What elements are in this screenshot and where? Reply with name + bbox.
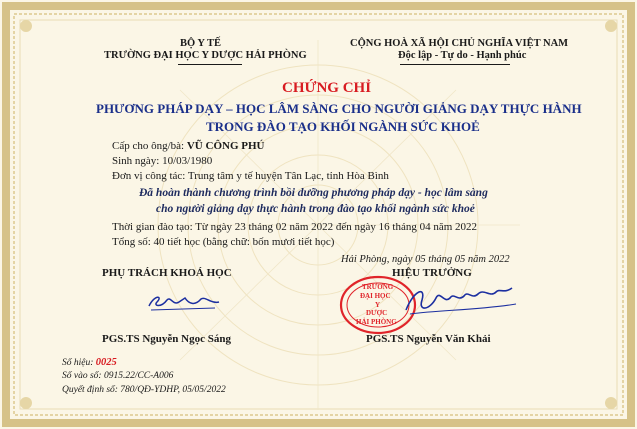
- course-title-line1: PHƯƠNG PHÁP DẠY – HỌC LÂM SÀNG CHO NGƯỜI GIẢNG DẠY THỰC HÀNH: [96, 101, 582, 116]
- course-director-role: PHỤ TRÁCH KHOÁ HỌC: [102, 267, 232, 279]
- serial-label: Số hiệu:: [62, 358, 94, 368]
- seal-text-4: DƯỢC: [366, 309, 388, 317]
- total-hours: Tổng số: 40 tiết học (bằng chữ: bốn mươi tiết học): [112, 236, 335, 248]
- decision-number: Quyết định số: 780/QĐ-YDHP, 05/05/2022: [62, 385, 226, 395]
- certificate-title: CHỨNG CHỈ: [282, 80, 372, 96]
- university-name: TRƯỜNG ĐẠI HỌC Y DƯỢC HẢI PHÒNG: [104, 50, 307, 61]
- seal-text-3: Y: [375, 301, 381, 309]
- seal-text-5: HẢI PHÒNG: [356, 318, 397, 326]
- ministry-name: BỘ Y TẾ: [180, 38, 222, 49]
- serial-number: 0025: [95, 357, 117, 368]
- recipient-name: VŨ CÔNG PHÚ: [186, 140, 265, 152]
- course-director-name: PGS.TS Nguyễn Ngọc Sáng: [102, 333, 231, 345]
- seal-text-1: TRƯỜNG: [362, 283, 394, 291]
- header-right-underline: [400, 64, 510, 65]
- recipient-label: Cấp cho ông/bà:: [112, 140, 185, 152]
- rector-signature: [400, 280, 520, 320]
- completion-line2: cho người giảng dạy thực hành trong đào tạo khối ngành sức khoẻ: [156, 203, 475, 215]
- workplace: Đơn vị công tác: Trung tâm y tế huyện Tân Lạc, tỉnh Hòa Bình: [112, 170, 389, 182]
- issue-date-place: Hải Phòng, ngày 05 tháng 05 năm 2022: [341, 254, 510, 265]
- national-motto: Độc lập - Tự do - Hạnh phúc: [398, 50, 527, 61]
- course-director-signature: [145, 290, 225, 314]
- course-title-line2: TRONG ĐÀO TẠO KHỐI NGÀNH SỨC KHOẺ: [206, 119, 480, 134]
- recipient-row: [112, 140, 264, 152]
- header-left-underline: [178, 64, 242, 65]
- rector-role: HIỆU TRƯỞNG: [392, 267, 472, 279]
- register-number: Số vào số: 0915.22/CC-A006: [62, 371, 174, 381]
- training-duration: Thời gian đào tạo: Từ ngày 23 tháng 02 năm 2022 đến ngày 16 tháng 04 năm 2022: [112, 221, 478, 233]
- date-of-birth: Sinh ngày: 10/03/1980: [112, 155, 213, 167]
- country-name: CỘNG HOÀ XÃ HỘI CHỦ NGHĨA VIỆT NAM: [350, 38, 569, 49]
- rector-name: PGS.TS Nguyễn Văn Khải: [366, 333, 491, 345]
- seal-text-2: ĐẠI HỌC: [360, 292, 391, 300]
- completion-line1: Đã hoàn thành chương trình bồi dưỡng phương pháp dạy - học lâm sàng: [139, 187, 488, 199]
- serial-row: [62, 357, 117, 368]
